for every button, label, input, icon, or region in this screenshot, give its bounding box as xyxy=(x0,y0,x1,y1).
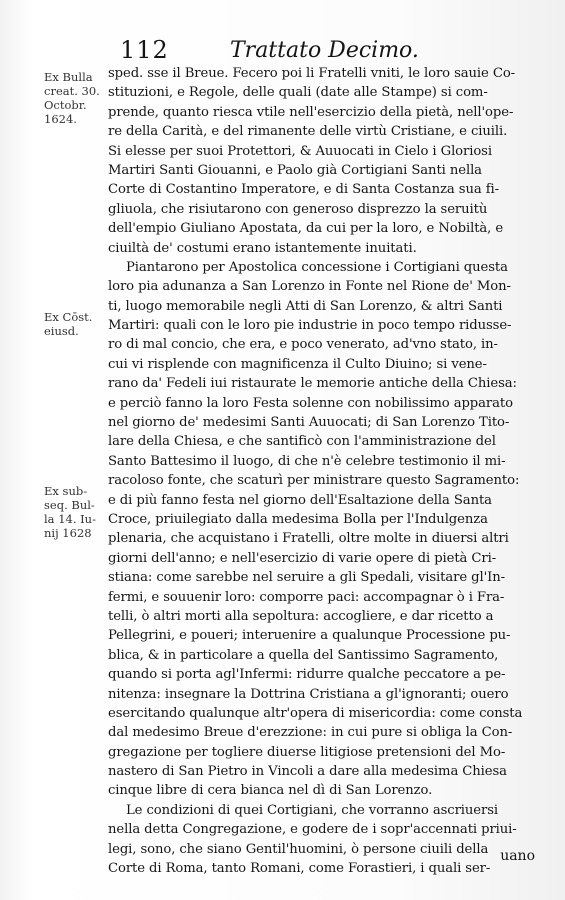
text-line: stituzioni, e Regole, delle quali (date alle Stampe) si com- xyxy=(108,85,488,101)
text-line: e di più fanno festa nel giorno dell'Esaltazione della Santa xyxy=(108,492,492,508)
margin-note-constitution: Ex Cōst. eiusd. xyxy=(44,310,93,338)
text-line: dal medesimo Breue d'erezzione: in cui pure si obliga la Con- xyxy=(108,725,513,741)
text-line: ro di mal concio, che era, e poco venerato, ad'vno stato, in- xyxy=(108,337,498,353)
text-line: Corte di Roma, tanto Romani, come Forastieri, i quali ser- xyxy=(108,861,491,877)
text-line: gliuola, che risiutarono con generoso disprezzo la seruitù xyxy=(108,201,488,217)
text-line: legi, sono, che siano Gentil'huomini, ò persone ciuili della xyxy=(108,841,489,857)
text-line: nel giorno de' medesimi Santi Auuocati; di San Lorenzo Tito- xyxy=(108,415,510,431)
text-line: ti, luogo memorabile negli Atti di San Lorenzo, & altri Santi xyxy=(108,298,503,314)
text-line: nastero di San Pietro in Vincoli a dare alla medesima Chiesa xyxy=(108,764,507,780)
text-line: Santo Battesimo il luogo, di che n'è celebre testimonio il mi- xyxy=(108,453,506,469)
text-line: Le condizioni di quei Cortigiani, che vorranno ascriuersi xyxy=(126,802,498,818)
page-number: 112 xyxy=(120,36,169,64)
text-line: blica, & in particolare a quella del Santissimo Sagramento, xyxy=(108,647,499,663)
text-line: Pellegrini, e poueri; interuenire a qualunque Processione pu- xyxy=(108,628,511,644)
text-line: esercitando qualunque altr'opera di misericordia: come consta xyxy=(108,705,523,721)
text-line: Martiri Santi Giouanni, e Paolo già Cortigiani Santi nella xyxy=(108,162,482,178)
text-line: ciuiltà de' costumi erano istantemente inuitati. xyxy=(108,240,417,256)
text-line: rano da' Fedeli iui ristaurate le memorie antiche della Chiesa: xyxy=(108,376,517,392)
text-line: stiana: come sarebbe nel seruire a gli Spedali, visitare gl'In- xyxy=(108,570,505,586)
text-line: Croce, priuilegiato dalla medesima Bolla per l'Indulgenza xyxy=(108,511,488,527)
margin-note-subsequent-bull: Ex sub- seq. Bul- la 14. Iu- nij 1628 xyxy=(44,484,96,540)
main-text xyxy=(108,64,548,878)
text-line: Martiri: quali con le loro pie industrie in poco tempo ridusse- xyxy=(108,318,512,334)
text-line: plenaria, che acquistano i Fratelli, oltre molte in diuersi altri xyxy=(108,531,509,547)
text-line: e perciò fanno la loro Festa solenne con nobilissimo apparato xyxy=(108,395,513,411)
text-line: lare della Chiesa, e che santificò con l'amministrazione del xyxy=(108,434,496,450)
text-line: quando si porta agl'Infermi: ridurre qualche peccatore a pe- xyxy=(108,667,506,683)
text-line: sped. sse il Breue. Fecero poi li Fratelli vniti, le loro sauie Co- xyxy=(108,66,516,81)
catchword: uano xyxy=(500,848,535,864)
margin-note-bulla: Ex Bulla creat. 30. Octobr. 1624. xyxy=(44,70,100,126)
text-line: giorni dell'anno; e nell'esercizio di varie opere di pietà Cri- xyxy=(108,550,497,566)
text-line: cui vi risplende con magnificenza il Culto Diuino; si vene- xyxy=(108,356,487,372)
text-line: prende, quanto riesca vtile nell'esercizio della pietà, nell'ope- xyxy=(108,104,514,120)
text-line: telli, ò altri morti alla sepoltura: accogliere, e dar ricetto a xyxy=(108,608,494,624)
text-line: re della Carità, e del rimanente delle virtù Cristiane, e ciuili. xyxy=(108,124,508,140)
text-line: cinque libre di cera bianca nel dì di San Lorenzo. xyxy=(108,783,433,799)
text-line: gregazione per togliere diuerse litigiose pretensioni del Mo- xyxy=(108,744,506,760)
text-line: dell'empio Giuliano Apostata, da cui per la loro, e Nobiltà, e xyxy=(108,221,504,237)
text-line: fermi, e souuenir loro: comporre paci: accompagnar ò i Fra- xyxy=(108,589,505,605)
text-line: nella detta Congregazione, e godere de i sopr'accennati priui- xyxy=(108,822,517,838)
text-line: Si elesse per suoi Protettori, & Auuocati in Cielo i Gloriosi xyxy=(108,143,492,159)
running-title: Trattato Decimo. xyxy=(230,38,419,63)
text-line: Corte di Costantino Imperatore, e di Santa Costanza sua fi- xyxy=(108,182,499,198)
page-header xyxy=(120,36,440,66)
text-line: Piantarono per Apostolica concessione i Cortigiani questa xyxy=(126,259,508,275)
text-line: loro pia adunanza a San Lorenzo in Fonte nel Rione de' Mon- xyxy=(108,279,511,295)
text-line: racoloso fonte, che scaturì per ministrare questo Sagramento: xyxy=(108,473,520,489)
text-line: nitenza: insegnare la Dottrina Cristiana a gl'ignoranti; ouero xyxy=(108,686,509,702)
